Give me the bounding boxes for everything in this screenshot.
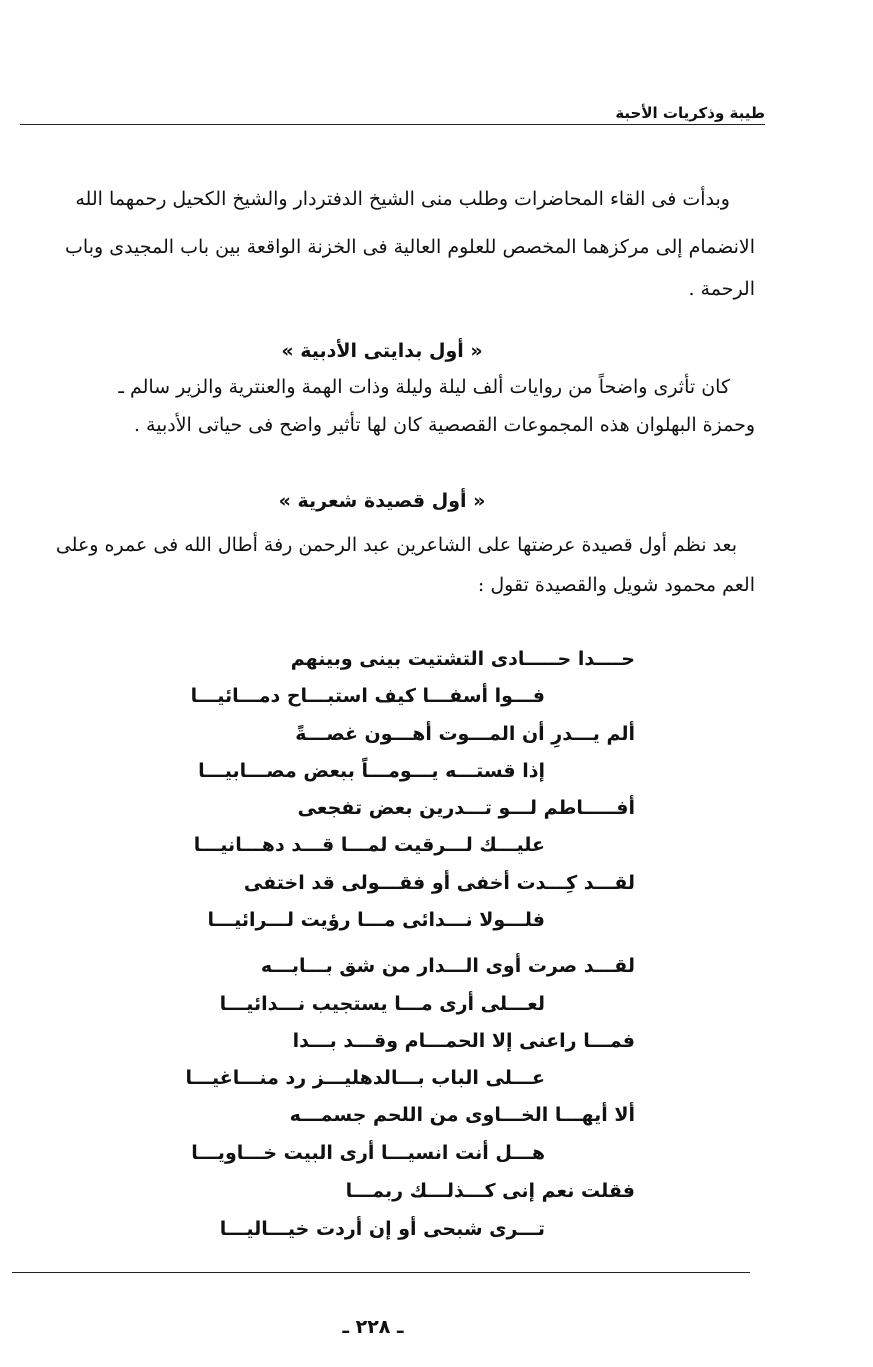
poem-verse: هـــل أنت انسيـــا أرى البيت خـــاويـــا xyxy=(191,1142,545,1164)
poem-verse: فمـــا راعنى إلا الحمـــام وقـــد بـــدا xyxy=(292,1030,635,1052)
section2-line-2: العم محمود شويل والقصيدة تقول : xyxy=(477,574,755,596)
footer-rule xyxy=(12,1272,750,1273)
poem-verse: حــــدا حـــــادى التشتيت بينى وبينهم xyxy=(290,648,635,670)
poem-verse: لعـــلى أرى مـــا يستجيب نـــدائيـــا xyxy=(219,993,545,1015)
section2-line-1: بعد نظم أول قصيدة عرضتها على الشاعرين عبد الرحمن رفة أطال الله فى عمره وعلى xyxy=(55,534,737,556)
poem-verse: إذا قستـــه يـــومـــاً ببعض مصـــابيـــا xyxy=(198,760,545,782)
poem-verse: ألا أيهـــا الخـــاوى من اللحم جسمـــه xyxy=(289,1104,635,1126)
intro-line-3: الرحمة . xyxy=(688,278,755,300)
poem-verse: عـــلى الباب بـــالدهليـــز رد منـــاغيـــا xyxy=(185,1067,545,1089)
poem-verse: لقـــد صرت أوى الـــدار من شق بـــابـــه xyxy=(260,955,635,977)
running-header: طيبة وذكريات الأحبة xyxy=(615,104,765,122)
poem-verse: عليـــك لـــرقيت لمـــا قـــد دهـــانيـــا xyxy=(193,834,545,856)
poem-verse: أفـــــاطم لـــو تـــدرين بعض تفجعى xyxy=(297,797,635,819)
poem-verse: لقـــد كِـــدت أخفى أو فقـــولى قد اختفى xyxy=(243,872,635,894)
intro-line-2: الانضمام إلى مركزهما المخصص للعلوم العالية فى الخزنة الواقعة بين باب المجيدى وباب xyxy=(65,236,755,258)
poem-verse: تـــرى شبحى أو إن أردت خيـــاليـــا xyxy=(219,1218,545,1240)
section1-line-1: كان تأثرى واضحاً من روايات ألف ليلة وليلة وذات الهمة والعنترية والزير سالم ـ xyxy=(118,376,730,398)
poem-verse: ألم يـــدرِ أن المـــوت أهـــون غصـــةً xyxy=(295,723,635,745)
header-rule xyxy=(20,124,765,125)
poem-verse: فلـــولا نـــدائى مـــا رؤيت لـــرائيـــا xyxy=(207,909,545,931)
poem-verse: فـــوا أسفـــا كيف استبـــاح دمـــائيـــا xyxy=(190,685,545,707)
section1-line-2: وحمزة البهلوان هذه المجموعات القصصية كان لها تأثير واضح فى حياتى الأدبية . xyxy=(133,414,755,436)
intro-line-1: وبدأت فى القاء المحاضرات وطلب منى الشيخ الدفتردار والشيخ الكحيل رحمهما الله xyxy=(75,188,730,210)
page-number: ـ ٢٢٨ ـ xyxy=(342,1316,404,1338)
poem-verse: فقلت نعم إنى كـــذلـــك ربمـــا xyxy=(345,1180,635,1202)
section-heading-first-poem: « أول قصيدة شعرية » xyxy=(278,490,486,512)
section-heading-literary-beginnings: « أول بدايتى الأدبية » xyxy=(281,340,483,362)
